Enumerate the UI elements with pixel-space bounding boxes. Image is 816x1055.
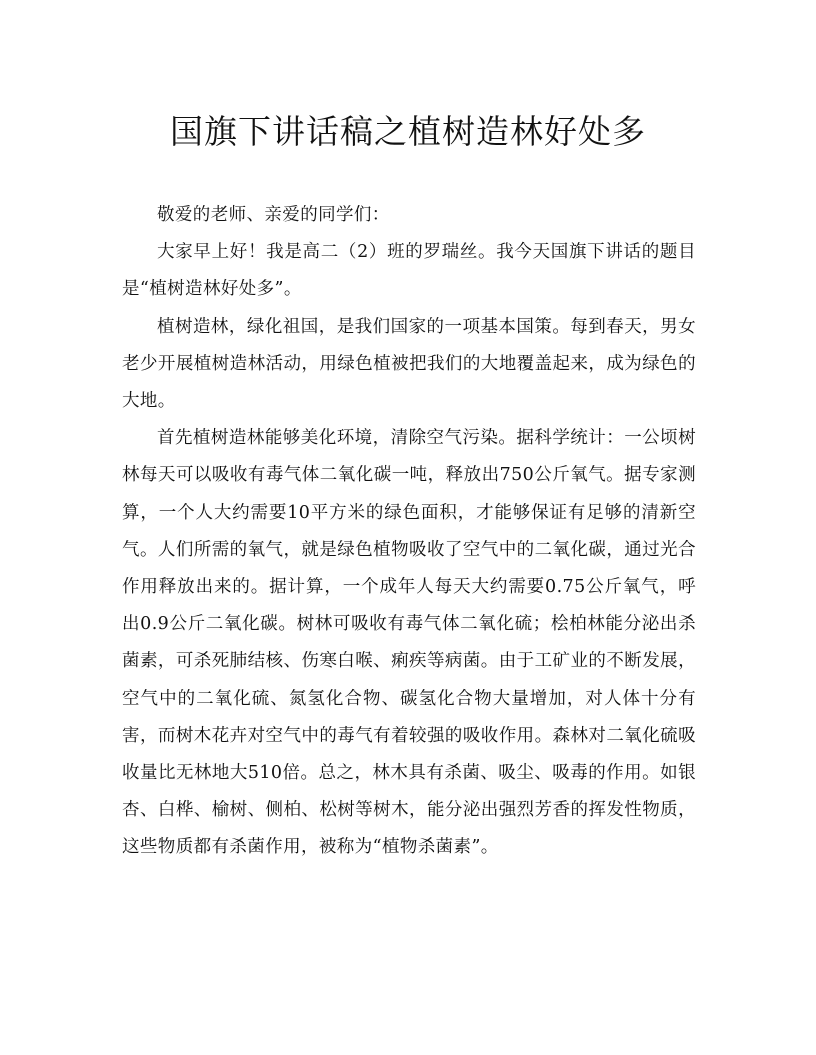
document-body [122,197,696,867]
page-title: 国旗下讲话稿之植树造林好处多 [170,112,646,151]
paragraph-greeting: 敬爱的老师、亲爱的同学们： [157,205,390,225]
paragraph-introduction: 大家早上好！我是高二（2）班的罗瑞丝。我今天国旗下讲话的题目是“植树造林好处多”。 [122,242,696,300]
paragraph-national-policy: 植树造林，绿化祖国，是我们国家的一项基本国策。每到春天，男女老少开展植树造林活动，用绿色植被把我们的大地覆盖起来，成为绿色的大地。 [122,316,696,412]
paragraph-environment-benefits: 首先植树造林能够美化环境，清除空气污染。据科学统计：一公顷树林每天可以吸收有毒气体二氧化碳一吨，释放出750公斤氧气。据专家测算，一个人大约需要10平方米的绿色面积，才能够保证有足够的清新空气。人们所需的氧气，就是绿色植物吸收了空气中的二氧化碳，通过光合作用释放出来的。据计算，一个成年人每天大约需要0.75公斤氧气，呼出0.9公斤二氧化碳。树林可吸收有毒气体二氧化硫；桧柏林能分泌出杀菌素，可杀死肺结核、伤寒白喉、痢疾等病菌。由于工矿业的不断发展，空气中的二氧化硫、氮氢化合物、碳氢化合物大量增加，对人体十分有害，而树木花卉对空气中的毒气有着较强的吸收作用。森林对二氧化硫吸收量比无林地大510倍。总之，林木具有杀菌、吸尘、吸毒的作用。如银杏、白桦、榆树、侧柏、松树等树木，能分泌出强烈芳香的挥发性物质，这些物质都有杀菌作用，被称为“植物杀菌素”。 [122,428,696,858]
